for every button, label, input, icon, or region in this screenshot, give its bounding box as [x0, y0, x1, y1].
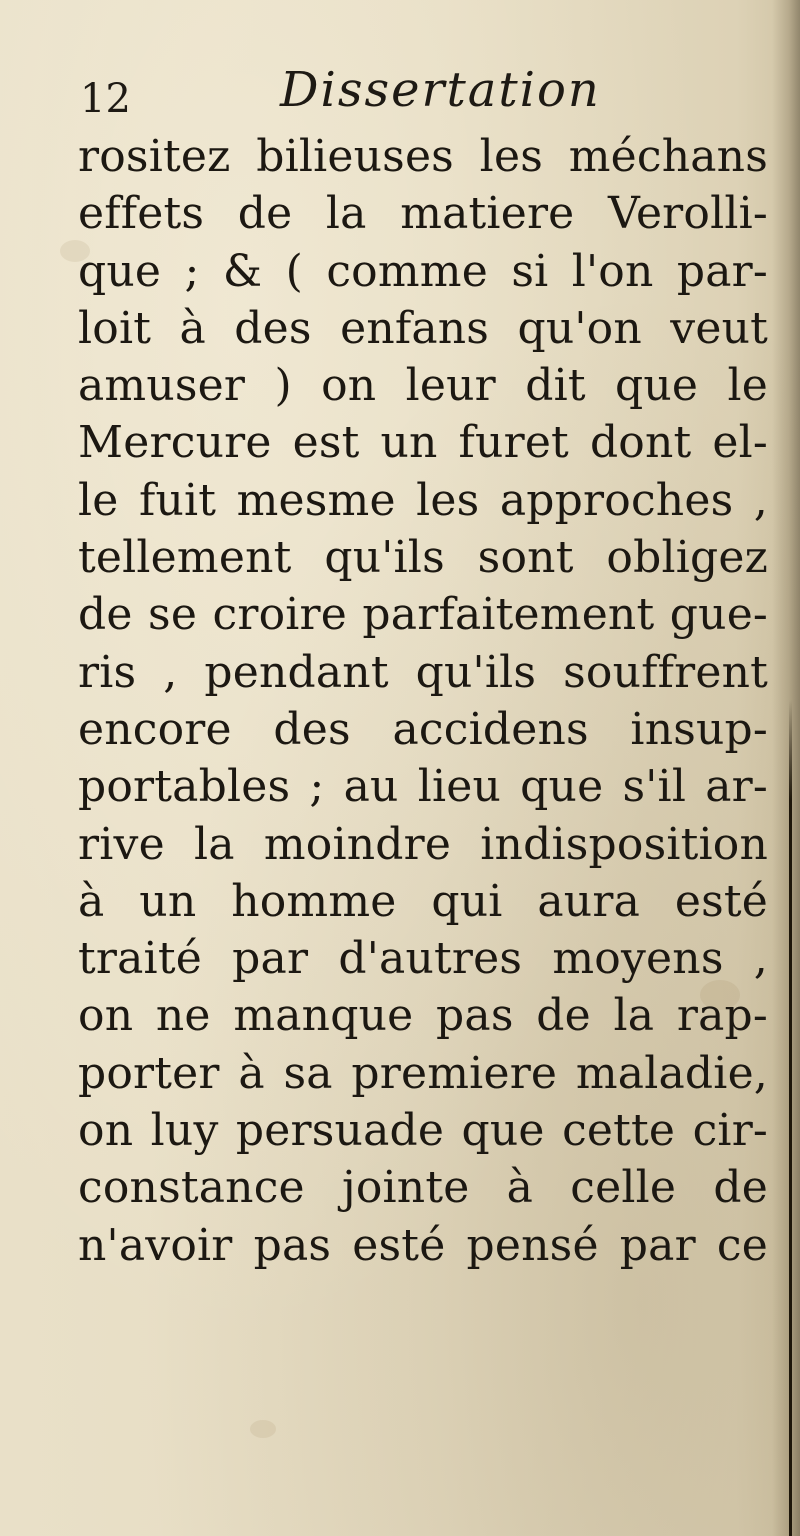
text-line: on luy persuade que cette cir- — [78, 1105, 768, 1157]
text-line: rositez bilieuses les méchans — [78, 131, 768, 182]
text-line: on ne manque pas de la rap- — [78, 990, 768, 1042]
text-line: le fuit mesme les approches , — [78, 474, 768, 526]
text-line: rive la moindre indisposition — [78, 818, 768, 870]
text-line: porter à sa premiere maladie, — [78, 1047, 768, 1099]
text-line: amuser ) on leur dit que le — [78, 360, 768, 412]
text-line: à un homme qui aura esté — [78, 875, 768, 927]
text-line: loit à des enfans qu'on veut — [78, 302, 768, 354]
text-line: traité par d'autres moyens , — [78, 933, 768, 985]
page-number: 12 — [80, 76, 131, 122]
text-line: constance jointe à celle de — [78, 1162, 768, 1214]
page-edge-shadow — [772, 0, 800, 1536]
page-header — [80, 62, 720, 132]
text-line: que ; & ( comme si l'on par- — [78, 245, 768, 297]
text-line: effets de la matiere Verolli- — [78, 188, 768, 240]
running-title: Dissertation — [280, 62, 601, 118]
body-text — [78, 128, 768, 1274]
text-line: Mercure est un furet dont el- — [78, 417, 768, 469]
text-line: n'avoir pas esté pensé par ce — [78, 1219, 768, 1271]
text-line: portables ; au lieu que s'il ar- — [78, 761, 768, 813]
text-line: tellement qu'ils sont obligez — [78, 532, 768, 584]
text-line: encore des accidens insup- — [78, 703, 768, 755]
text-line: ris , pendant qu'ils souffrent — [78, 646, 768, 698]
page-edge-line — [789, 700, 792, 1536]
text-line: de se croire parfaitement gue- — [78, 589, 768, 641]
paper-stain — [250, 1420, 276, 1438]
